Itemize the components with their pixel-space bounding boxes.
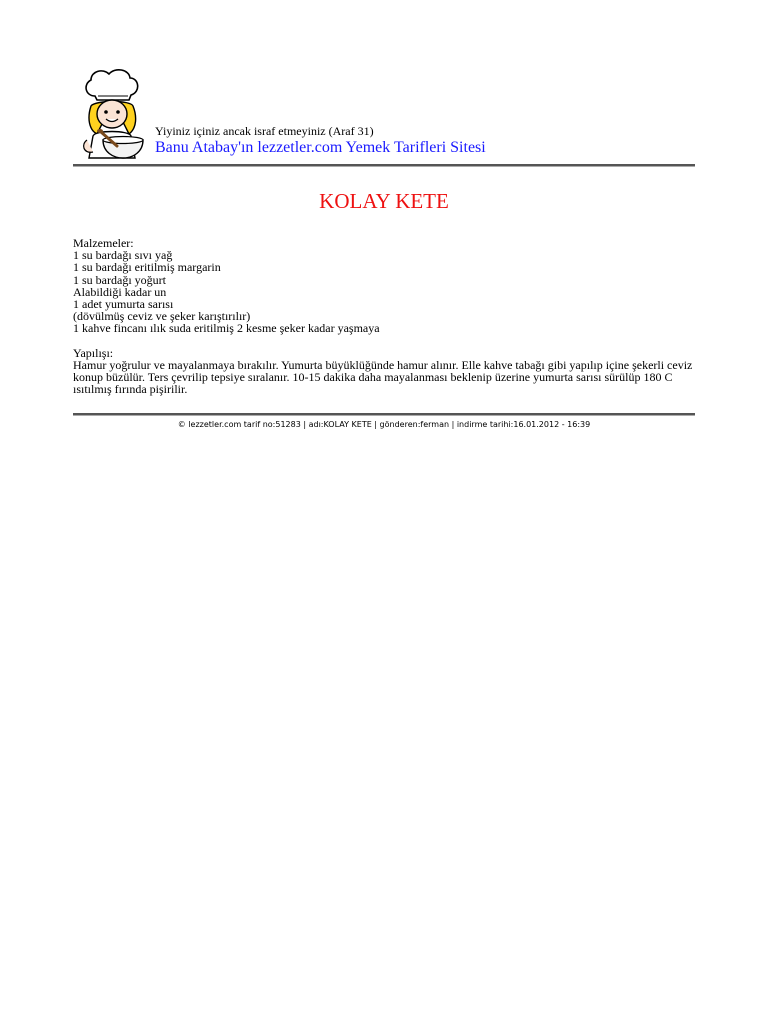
ingredient-item: 1 su bardağı eritilmiş margarin bbox=[73, 260, 221, 275]
ingredient-item: 1 adet yumurta sarısı bbox=[73, 297, 174, 312]
chef-woman-mixing-bowl-icon bbox=[73, 66, 149, 162]
ingredients-heading: Malzemeler: bbox=[73, 236, 134, 250]
recipe-page bbox=[73, 66, 695, 430]
ingredients-section bbox=[73, 237, 695, 335]
recipe-title: KOLAY KETE bbox=[319, 189, 449, 213]
ingredient-item: 1 kahve fincanı ılık suda eritilmiş 2 kesme şeker kadar yaşmaya bbox=[73, 321, 380, 336]
ingredient-item: 1 su bardağı sıvı yağ bbox=[73, 248, 173, 263]
site-tagline: Yiyiniz içiniz ancak israf etmeyiniz (Araf 31) bbox=[155, 124, 374, 138]
ingredient-item: 1 su bardağı yoğurt bbox=[73, 272, 166, 287]
header-divider bbox=[73, 164, 695, 167]
method-heading: Yapılışı: bbox=[73, 345, 114, 360]
method-section bbox=[73, 347, 695, 396]
ingredient-item: Alabildiği kadar un bbox=[73, 284, 167, 299]
footer-credits: © lezzetler.com tarif no:51283 | adı:KOLAY KETE | gönderen:ferman | indirme tarihi:16.01.2012 - 16:39 bbox=[177, 420, 591, 430]
header bbox=[73, 66, 695, 162]
footer-divider bbox=[73, 413, 695, 416]
ingredient-item: (dövülmüş ceviz ve şeker karıştırılır) bbox=[73, 309, 251, 324]
site-title: Banu Atabay'ın lezzetler.com Yemek Tarifleri Sitesi bbox=[155, 139, 486, 156]
method-text: Hamur yoğrulur ve mayalanmaya bırakılır. Yumurta büyüklüğünde hamur alınır. Elle kahve tabağı gibi yapılıp içine şekerli ceviz konup büzülür. Ters çevrilip tepsiye sıralanır. 10-15 dakika daha mayalanması beklenip üzerine yumurta sarısı sürülüp 180 C ısıtılmış fırında pişirilir. bbox=[73, 357, 693, 397]
